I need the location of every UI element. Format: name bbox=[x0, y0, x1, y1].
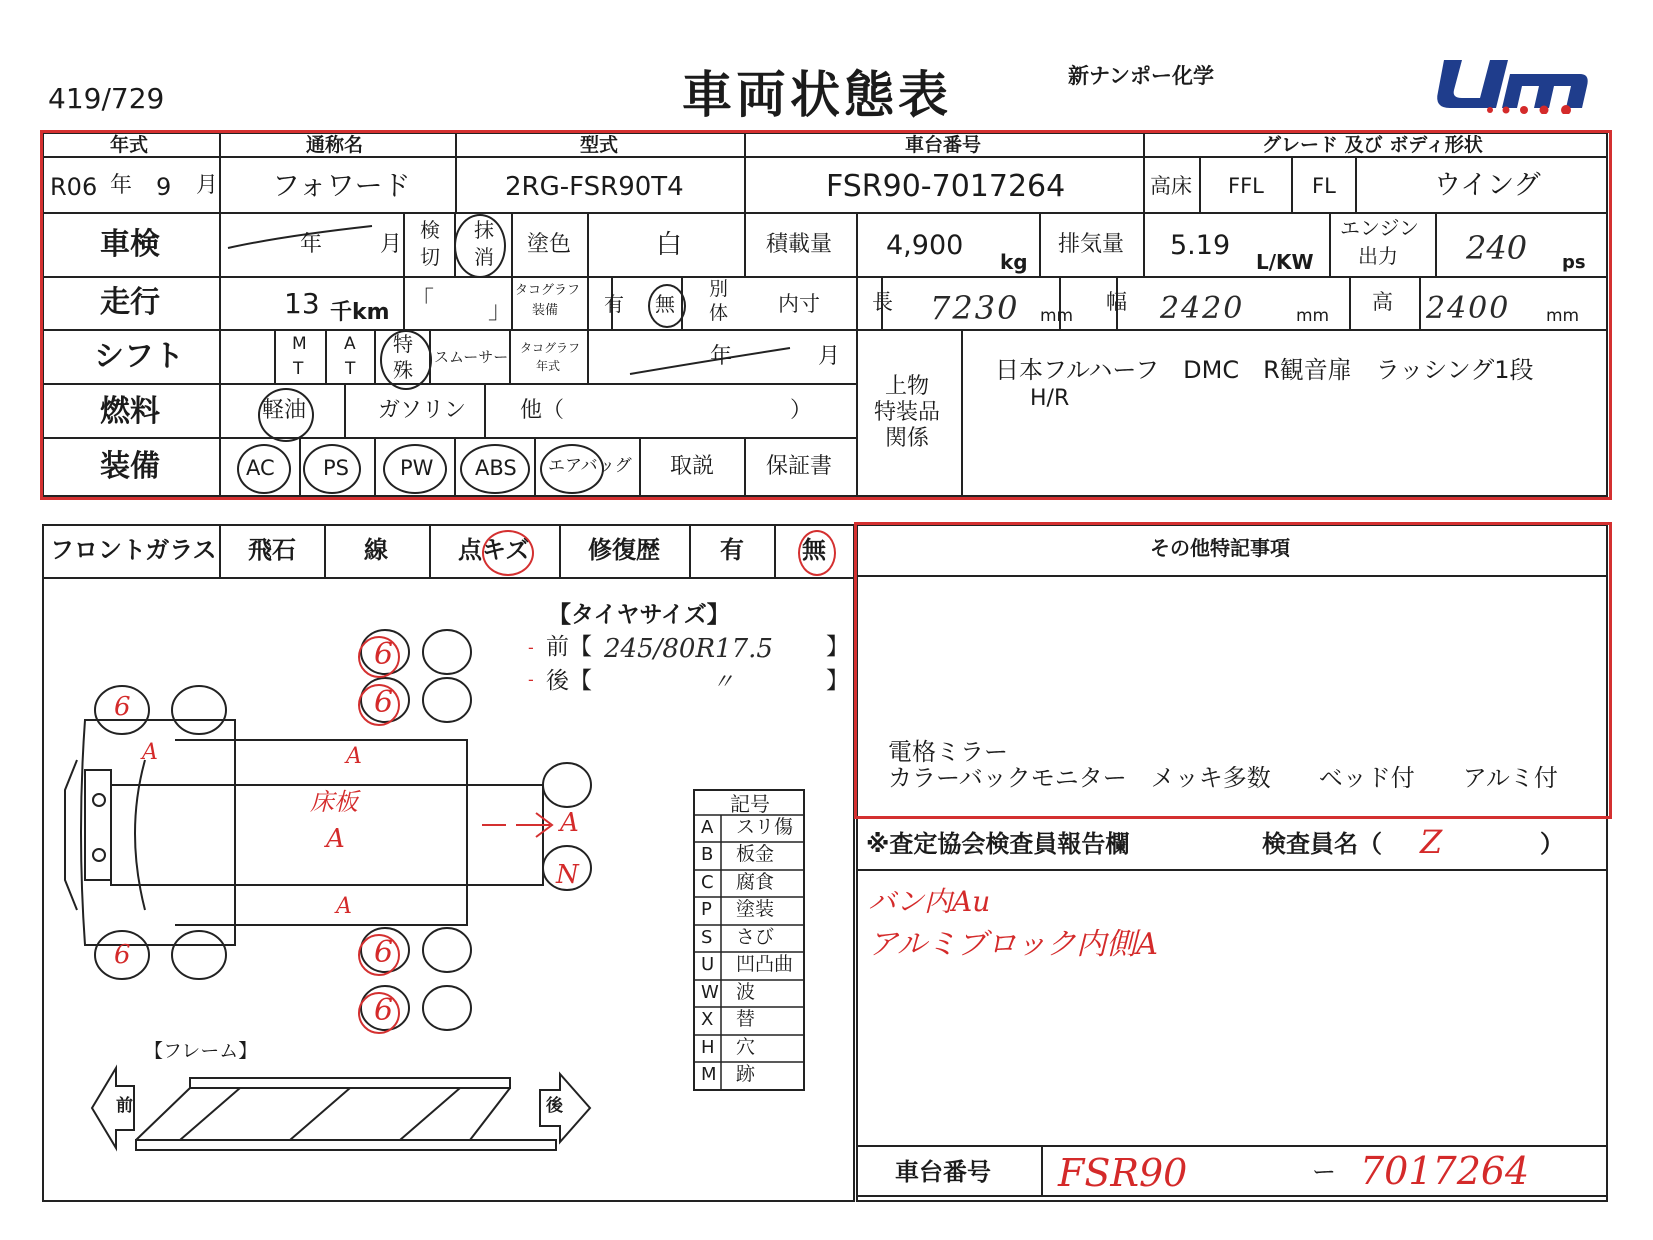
legend-code: U bbox=[701, 954, 715, 975]
windshield-yes: 有 bbox=[720, 536, 744, 564]
tire-front-size: 245/80R17.5 bbox=[604, 634, 773, 664]
damage-mark: A bbox=[560, 808, 579, 838]
tire-mark-3: 6 bbox=[374, 685, 394, 720]
legend-desc: 腐食 bbox=[736, 871, 775, 893]
legend-desc: 凹凸曲 bbox=[736, 953, 794, 975]
bracket-left: 「 bbox=[410, 286, 434, 314]
load-unit: kg bbox=[1000, 250, 1028, 274]
equip-abs: ABS bbox=[475, 456, 517, 480]
shift-mt-t: T bbox=[293, 359, 304, 379]
tick-mark: - bbox=[528, 670, 534, 689]
kengiri-top: 検 bbox=[420, 218, 440, 242]
massho-bottom: 消 bbox=[474, 245, 494, 269]
windshield-line: 線 bbox=[364, 536, 388, 564]
floor-mark: 床板 bbox=[310, 788, 358, 816]
windshield-label: フロントガラス bbox=[50, 536, 217, 564]
equip-manual: 取説 bbox=[670, 454, 715, 479]
legend-title: 記号 bbox=[730, 792, 770, 816]
circle-mark bbox=[358, 636, 400, 678]
shaken-month-label: 月 bbox=[380, 232, 403, 257]
frame-rear: 後 bbox=[546, 1096, 563, 1116]
footer-dash: ー bbox=[1312, 1158, 1336, 1186]
col-grade: グレード 及び ボディ形状 bbox=[1262, 134, 1483, 156]
windshield-repair: 修復歴 bbox=[588, 536, 660, 564]
tacho-label-top: タコグラフ bbox=[515, 283, 581, 298]
label-fuel: 燃料 bbox=[100, 394, 160, 429]
tacho-no: 無 bbox=[655, 292, 675, 316]
vehicle-model: 2RG-FSR90T4 bbox=[505, 172, 684, 202]
frame-front: 前 bbox=[116, 1096, 133, 1116]
wid-label: 幅 bbox=[1106, 290, 1127, 314]
footer-label: 車台番号 bbox=[895, 1158, 991, 1186]
massho-top: 抹 bbox=[474, 218, 494, 242]
legend-code: A bbox=[701, 817, 714, 838]
tire-front-label: 前【 bbox=[546, 634, 592, 660]
engine-label-top: エンジン bbox=[1340, 216, 1419, 240]
tire-mark-4: 6 bbox=[374, 935, 394, 970]
other-notes-line-2: カラーバックモニター メッキ多数 ベッド付 アルミ付 bbox=[888, 764, 1558, 792]
wid-unit: mm bbox=[1296, 306, 1330, 326]
damage-mark: A bbox=[142, 740, 158, 765]
frame-label: 【フレーム】 bbox=[144, 1040, 258, 1062]
legend-desc: 替 bbox=[736, 1008, 756, 1030]
circle-mark bbox=[798, 530, 836, 576]
legend-desc: さび bbox=[736, 926, 775, 948]
tire-mark-5: 6 bbox=[374, 993, 394, 1028]
body-type: ウイング bbox=[1434, 170, 1541, 201]
load-label: 積載量 bbox=[766, 232, 833, 257]
mileage-unit: 千km bbox=[330, 300, 390, 325]
vehicle-name: フォワード bbox=[272, 169, 411, 202]
damage-mark: A bbox=[346, 744, 362, 769]
disp-value: 5.19 bbox=[1170, 230, 1231, 261]
circle-mark bbox=[358, 992, 400, 1034]
tire-mark-6: 6 bbox=[114, 940, 131, 970]
circle-mark bbox=[358, 934, 400, 976]
upper-line-1: 日本フルハーフ DMC R観音扉 ラッシング1段 bbox=[995, 356, 1534, 384]
legend-code: H bbox=[701, 1037, 715, 1058]
fuel-other: 他（ bbox=[520, 398, 565, 423]
circle-mark bbox=[358, 684, 400, 726]
shift-smoother: スムーサー bbox=[434, 348, 509, 366]
col-tsusho: 通称名 bbox=[306, 134, 364, 156]
len-unit: mm bbox=[1040, 306, 1074, 326]
tacho-month-label: 月 bbox=[818, 344, 841, 369]
report-note-1: バン内Au bbox=[868, 885, 991, 918]
upper-label-c: 関係 bbox=[885, 426, 930, 451]
vehicle-year: R06 bbox=[50, 173, 98, 201]
other-notes-title: その他特記事項 bbox=[1150, 536, 1290, 560]
upper-line-2: H/R bbox=[1030, 386, 1070, 411]
engine-label-bottom: 出力 bbox=[1358, 244, 1398, 268]
shift-special-bottom: 殊 bbox=[393, 358, 413, 382]
disp-unit: L/KW bbox=[1256, 250, 1314, 274]
vehicle-chassis: FSR90-7017264 bbox=[826, 169, 1066, 204]
tacho-year-label: 年 bbox=[710, 344, 733, 369]
label-shaken: 車検 bbox=[100, 227, 160, 262]
page-title: 車両状態表 bbox=[682, 66, 952, 124]
tire-rear-label: 後【 bbox=[546, 668, 592, 694]
shift-at-t: T bbox=[345, 359, 356, 379]
other-notes-line-1: 電格ミラー bbox=[888, 738, 1008, 766]
grade-takayuka: 高床 bbox=[1150, 174, 1192, 198]
label-shift: シフト bbox=[94, 339, 184, 374]
fuel-other-close: ） bbox=[790, 398, 813, 423]
inner-label: 内寸 bbox=[778, 292, 820, 316]
label-mileage: 走行 bbox=[100, 285, 160, 320]
fuel-diesel: 軽油 bbox=[262, 398, 307, 423]
len-label: 長 bbox=[872, 290, 893, 314]
col-shadai: 車台番号 bbox=[905, 134, 982, 156]
legend-desc: 波 bbox=[736, 981, 756, 1003]
tick-mark: - bbox=[528, 638, 534, 657]
legend-code: M bbox=[701, 1064, 717, 1085]
equip-ps: PS bbox=[323, 456, 349, 480]
upper-label-b: 特装品 bbox=[874, 400, 941, 425]
equip-ac: AC bbox=[246, 456, 275, 480]
arrow-icon bbox=[480, 805, 560, 845]
mileage-value: 13 bbox=[284, 287, 320, 320]
fuel-gasoline: ガソリン bbox=[378, 398, 467, 423]
vehicle-month: 9 bbox=[156, 173, 172, 201]
equip-airbag: エアバッグ bbox=[548, 456, 632, 476]
tire-front-close: 】 bbox=[826, 634, 849, 660]
tacho-year-bottom: 年式 bbox=[536, 359, 561, 373]
wid-value: 2420 bbox=[1160, 291, 1245, 326]
tacho-label-bottom: 装備 bbox=[532, 303, 559, 318]
inspector-name: Z bbox=[1420, 823, 1443, 861]
month-unit: 月 bbox=[196, 173, 219, 198]
tire-rear-close: 】 bbox=[826, 668, 849, 694]
tacho-year-top: タコグラフ bbox=[520, 341, 581, 355]
legend-desc: 板金 bbox=[736, 843, 775, 865]
report-title: ※査定協会検査員報告欄 bbox=[866, 830, 1130, 858]
tacho-yes: 有 bbox=[604, 292, 624, 316]
tire-title: 【タイヤサイズ】 bbox=[548, 602, 730, 628]
footer-chassis-part2: 7017264 bbox=[1360, 1149, 1530, 1193]
separate-top: 別 bbox=[709, 278, 729, 300]
legend-desc: 跡 bbox=[736, 1063, 756, 1085]
page-counter: 419/729 bbox=[48, 82, 165, 115]
shift-a: A bbox=[344, 334, 356, 354]
damage-mark: A bbox=[326, 824, 345, 854]
paint-value: 白 bbox=[656, 230, 683, 260]
hei-label: 高 bbox=[1372, 290, 1393, 314]
legend-code: S bbox=[701, 927, 713, 948]
windshield-chip: 飛石 bbox=[248, 536, 296, 564]
hei-value: 2400 bbox=[1426, 291, 1511, 326]
damage-mark: A bbox=[336, 894, 352, 919]
equip-pw: PW bbox=[400, 456, 434, 480]
windshield-point: 点キズ bbox=[458, 536, 530, 564]
company-name: 新ナンポー化学 bbox=[1068, 64, 1214, 88]
upper-label-a: 上物 bbox=[885, 374, 930, 399]
disp-label: 排気量 bbox=[1058, 232, 1125, 257]
paint-label: 塗色 bbox=[527, 232, 572, 257]
frame-diagram bbox=[90, 1060, 600, 1170]
shift-special-top: 特 bbox=[393, 332, 413, 356]
footer-chassis-part1: FSR90 bbox=[1058, 1151, 1188, 1195]
bracket-right: 」 bbox=[488, 296, 512, 324]
equip-warranty: 保証書 bbox=[766, 454, 833, 479]
tire-mark-1: 6 bbox=[114, 692, 131, 722]
tire-mark-2: 6 bbox=[374, 637, 394, 672]
company-logo bbox=[1430, 52, 1590, 114]
legend-desc: スリ傷 bbox=[736, 816, 794, 838]
inspector-close: ） bbox=[1540, 830, 1564, 858]
legend-code: P bbox=[701, 899, 712, 920]
circle-mark bbox=[482, 530, 534, 576]
tire-rear-size: 〃 bbox=[712, 670, 735, 695]
legend-desc: 塗装 bbox=[736, 898, 775, 920]
shift-m: M bbox=[292, 334, 307, 354]
shaken-year-label: 年 bbox=[300, 232, 323, 257]
separate-bottom: 体 bbox=[709, 302, 729, 324]
legend-code: C bbox=[701, 872, 714, 893]
windshield-no: 無 bbox=[802, 536, 826, 564]
label-equipment: 装備 bbox=[100, 449, 160, 484]
year-unit: 年 bbox=[110, 173, 133, 198]
damage-mark-n: N bbox=[556, 860, 579, 890]
legend-desc: 穴 bbox=[736, 1036, 756, 1058]
power-value: 240 bbox=[1466, 229, 1528, 267]
load-value: 4,900 bbox=[886, 230, 964, 261]
power-unit: ps bbox=[1562, 252, 1586, 273]
legend-code: W bbox=[701, 982, 719, 1003]
inspector-label: 検査員名（ bbox=[1262, 830, 1382, 858]
legend-code: X bbox=[701, 1009, 714, 1030]
col-katashiki: 型式 bbox=[580, 134, 619, 156]
hei-unit: mm bbox=[1546, 306, 1580, 326]
grade-fl: FL bbox=[1312, 174, 1336, 198]
grade-ffl: FFL bbox=[1228, 174, 1264, 198]
report-note-2: アルミブロック内側A bbox=[868, 927, 1158, 962]
kengiri-bottom: 切 bbox=[420, 245, 440, 269]
col-nenshiki: 年式 bbox=[110, 134, 149, 156]
legend-code: B bbox=[701, 844, 714, 865]
um-logo-icon bbox=[1430, 52, 1590, 114]
len-value: 7230 bbox=[930, 289, 1020, 327]
